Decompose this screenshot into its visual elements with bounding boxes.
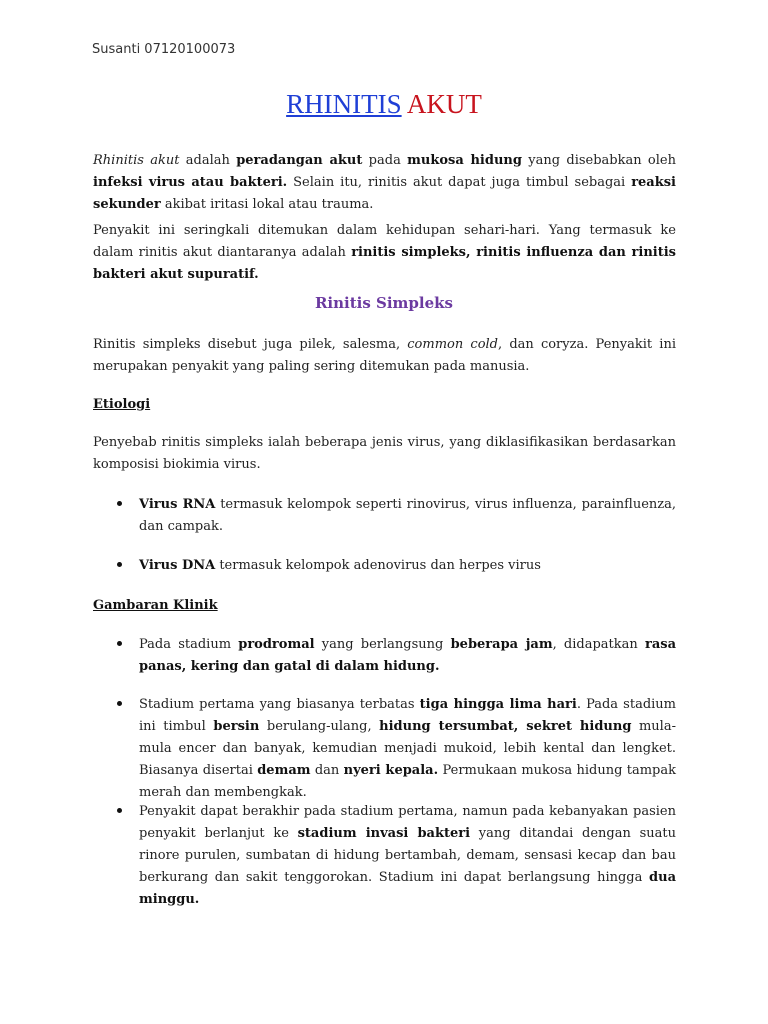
intro-paragraph-1 xyxy=(93,150,676,216)
bullet-marker xyxy=(115,694,123,716)
bold-text: bersin xyxy=(213,719,260,734)
text-run: berulang-ulang, xyxy=(259,719,380,734)
italic-text: common cold xyxy=(407,337,498,352)
text-run: pada xyxy=(362,153,408,168)
bold-text: peradangan akut xyxy=(236,153,363,168)
bullet-marker xyxy=(115,801,123,823)
etiologi-paragraph xyxy=(93,432,676,476)
klinik-item-stadium-pertama xyxy=(139,694,676,804)
heading-gambaran-klinik: Gambaran Klinik xyxy=(93,598,218,613)
intro-paragraph-2 xyxy=(93,220,676,286)
bold-text: beberapa jam xyxy=(450,637,553,652)
text-run: Pada stadium xyxy=(139,637,239,652)
text-run: Selain itu, rinitis akut dapat juga timbul sebagai xyxy=(287,175,632,190)
bold-text: Virus DNA xyxy=(139,558,216,573)
text-run: Stadium pertama yang biasanya terbatas xyxy=(139,697,420,712)
text-run: Penyebab rinitis simpleks ialah beberapa jenis virus, yang diklasifikasikan berdasarkan komposisi biokimia virus. xyxy=(93,435,676,472)
bold-text: tiga hingga lima hari xyxy=(419,697,577,712)
etiologi-item-virus-dna xyxy=(139,555,676,577)
text-run: . Pada stadium ini timbul xyxy=(139,697,676,734)
bullet-marker xyxy=(115,634,123,656)
text-run: dan xyxy=(310,763,344,778)
text-run: adalah xyxy=(179,153,237,168)
text-run: termasuk kelompok adenovirus dan herpes virus xyxy=(215,558,541,573)
klinik-item-prodromal xyxy=(139,634,676,678)
text-run: Permukaan mukosa hidung tampak merah dan membengkak. xyxy=(139,763,676,800)
bold-text: infeksi virus atau bakteri. xyxy=(93,175,288,190)
text-run: yang disebabkan oleh xyxy=(521,153,676,168)
bold-text: mukosa hidung xyxy=(407,153,522,168)
document-title xyxy=(0,88,768,120)
author-header: Susanti 07120100073 xyxy=(92,42,236,57)
bold-text: hidung tersumbat, sekret hidung xyxy=(379,719,632,734)
text-run: , didapatkan xyxy=(552,637,645,652)
section-title-rinitis-simpleks: Rinitis Simpleks xyxy=(314,294,454,312)
title-akut: AKUT xyxy=(406,89,482,119)
etiologi-item-virus-rna xyxy=(139,494,676,538)
text-run: yang berlangsung xyxy=(314,637,451,652)
bold-text: rinitis simpleks, rinitis influenza dan rinitis bakteri akut supuratif. xyxy=(93,245,677,282)
bold-text: reaksi sekunder xyxy=(93,175,676,212)
bold-text: dua minggu. xyxy=(139,870,676,907)
text-run: yang ditandai dengan suatu rinore purulen, sumbatan di hidung bertambah, demam, sensasi kecap dan bau berkurang dan sakit tenggorokan. Stadium ini dapat berlangsung hingga xyxy=(139,826,676,885)
text-run: Penyakit dapat berakhir pada stadium pertama, namun pada kebanyakan pasien penyakit berlanjut ke xyxy=(139,804,676,841)
bold-text: prodromal xyxy=(238,637,315,652)
bold-text: nyeri kepala. xyxy=(343,763,439,778)
bold-text: Virus RNA xyxy=(139,497,216,512)
text-run: Penyakit ini seringkali ditemukan dalam kehidupan sehari-hari. Yang termasuk ke dalam rinitis akut diantaranya adalah xyxy=(93,223,676,260)
heading-etiologi: Etiologi xyxy=(93,397,151,412)
bold-text: stadium invasi bakteri xyxy=(297,826,471,841)
klinik-item-stadium-invasi xyxy=(139,801,676,911)
simpleks-paragraph xyxy=(93,334,676,378)
text-run: termasuk kelompok seperti rinovirus, virus influenza, parainfluenza, dan campak. xyxy=(139,497,676,534)
text-run: , dan coryza. Penyakit ini merupakan penyakit yang paling sering ditemukan pada manusia. xyxy=(93,337,676,374)
italic-text: Rhinitis akut xyxy=(93,153,180,168)
text-run: Rinitis simpleks disebut juga pilek, salesma, xyxy=(93,337,408,352)
bullet-marker xyxy=(115,494,123,516)
bold-text: demam xyxy=(257,763,311,778)
title-rhinitis: RHINITIS xyxy=(286,89,402,119)
bullet-marker xyxy=(115,555,123,577)
text-run: akibat iritasi lokal atau trauma. xyxy=(160,197,374,212)
text-run: mula-mula encer dan banyak, kemudian menjadi mukoid, lebih kental dan lengket. Biasanya disertai xyxy=(139,719,676,778)
bold-text: rasa panas, kering dan gatal di dalam hidung. xyxy=(139,637,676,674)
